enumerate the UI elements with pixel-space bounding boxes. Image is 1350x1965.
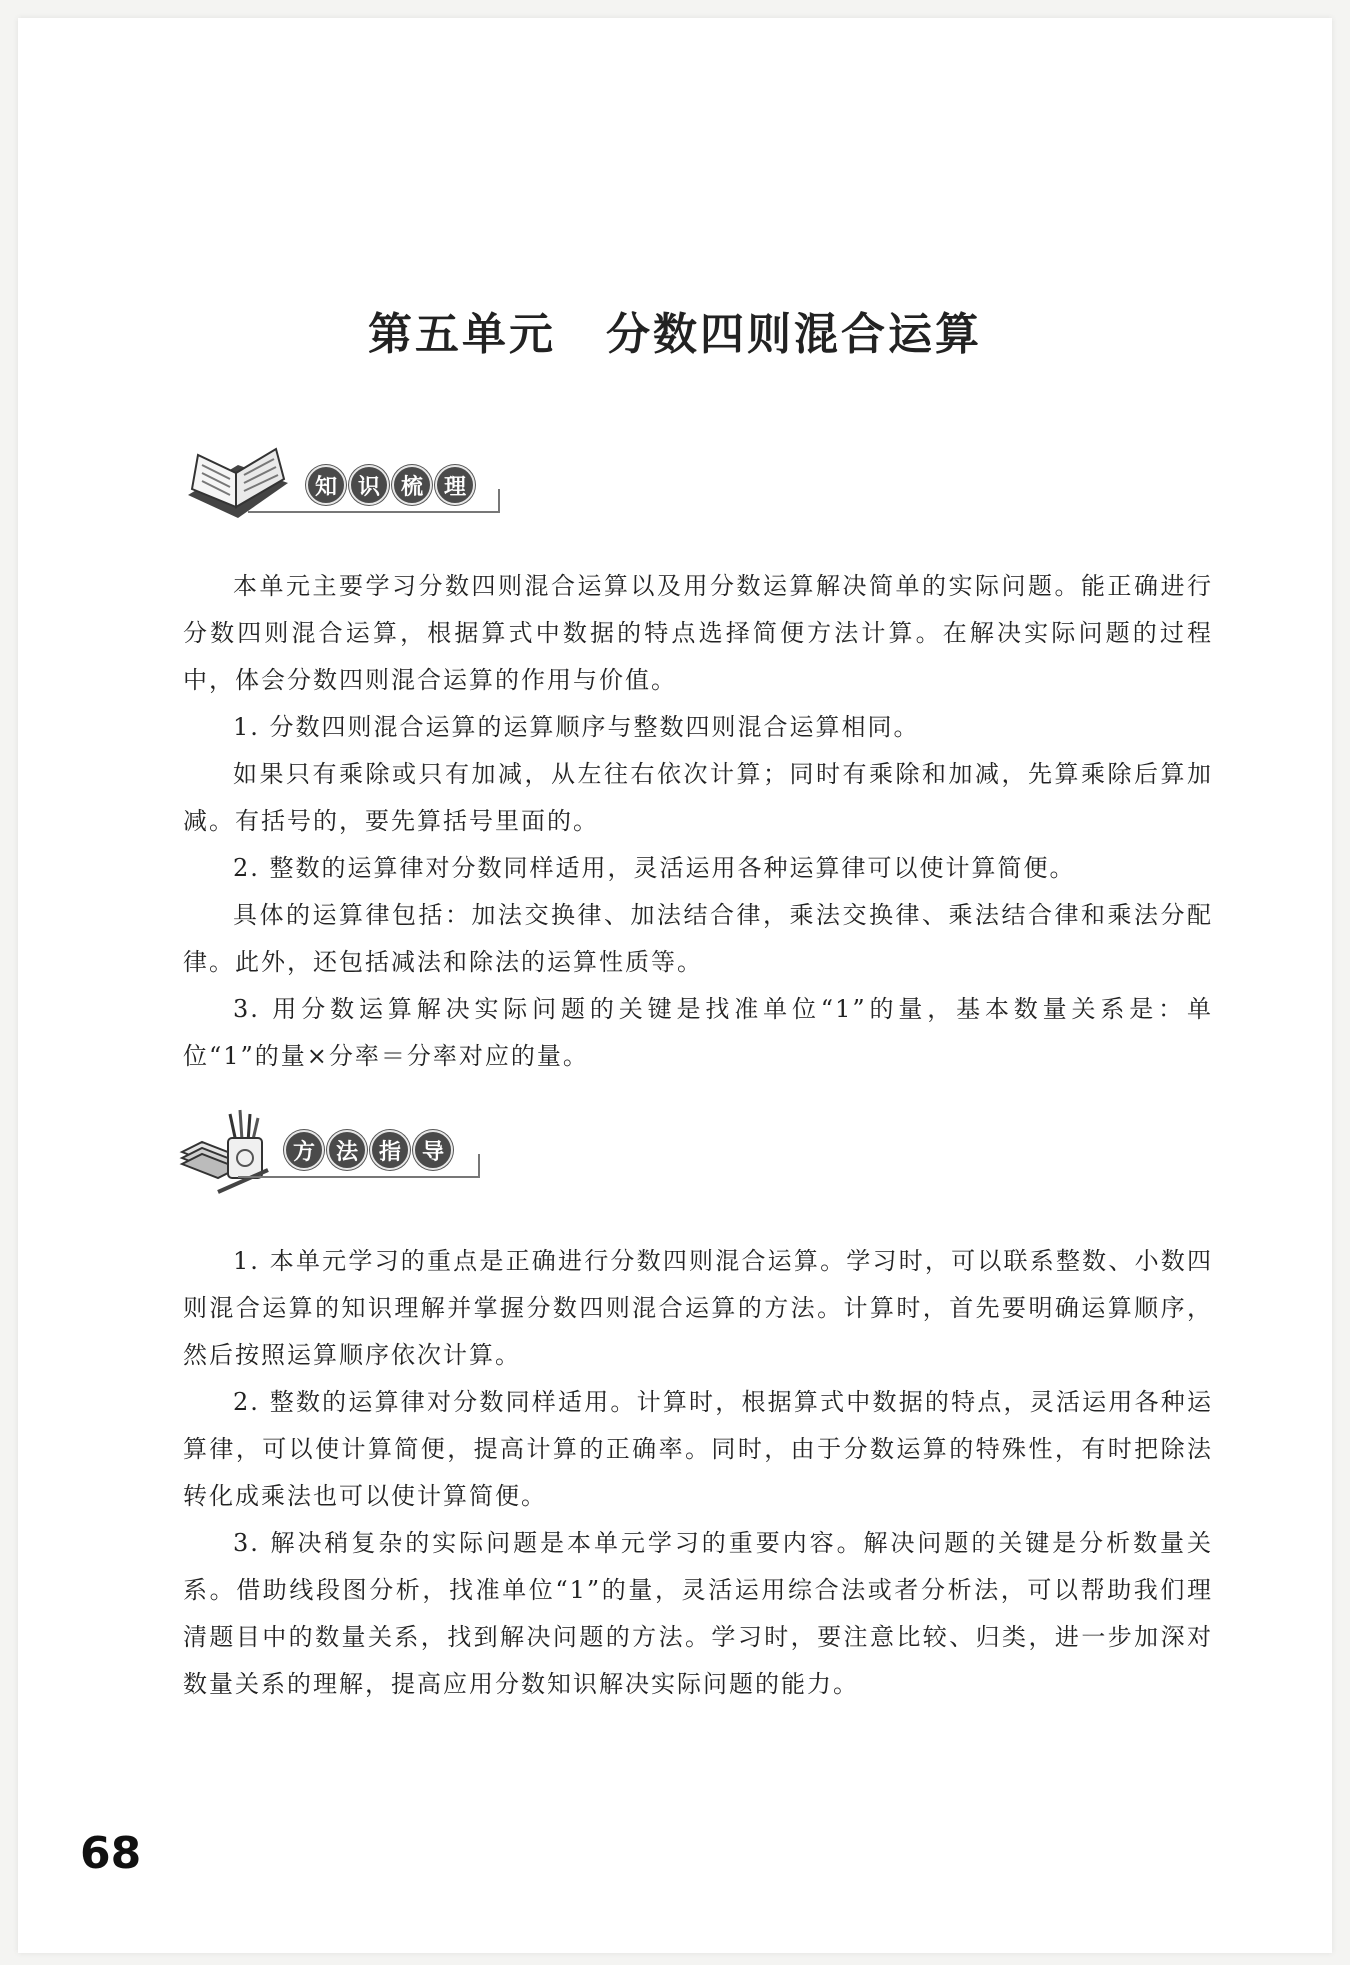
- unit-name: 分数四则混合运算: [606, 309, 982, 360]
- title-char: 导: [413, 1130, 453, 1170]
- title-char: 理: [435, 465, 475, 505]
- title-char: 识: [349, 465, 389, 505]
- section-title: [306, 465, 475, 505]
- paragraph: 2. 整数的运算律对分数同样适用，灵活运用各种运算律可以使计算简便。: [233, 854, 1076, 882]
- paragraph: 3. 用分数运算解决实际问题的关键是找准单位“1”的量，基本数量关系是：单位“1”的量×分率＝分率对应的量。: [183, 995, 1213, 1070]
- paragraph: 3. 解决稍复杂的实际问题是本单元学习的重要内容。解决问题的关键是分析数量关系。借助线段图分析，找准单位“1”的量，灵活运用综合法或者分析法，可以帮助我们理清题目中的数量关系，找到解决问题的方法。学习时，要注意比较、归类，进一步加深对数量关系的理解，提高应用分数知识解决实际问题的能力。: [183, 1529, 1213, 1698]
- paragraph: 本单元主要学习分数四则混合运算以及用分数运算解决简单的实际问题。能正确进行分数四则混合运算，根据算式中数据的特点选择简便方法计算。在解决实际问题的过程中，体会分数四则混合运算的作用与价值。: [183, 572, 1213, 694]
- unit-number: 第五单元: [368, 309, 556, 360]
- paragraph: 如果只有乘除或只有加减，从左往右依次计算；同时有乘除和加减，先算乘除后算加减。有括号的，要先算括号里面的。: [183, 760, 1213, 835]
- paragraph: 2. 整数的运算律对分数同样适用。计算时，根据算式中数据的特点，灵活运用各种运算律，可以使计算简便，提高计算的正确率。同时，由于分数运算的特殊性，有时把除法转化成乘法也可以使计算简便。: [183, 1388, 1213, 1510]
- title-char: 指: [370, 1130, 410, 1170]
- paragraph: 具体的运算律包括：加法交换律、加法结合律，乘法交换律、乘法结合律和乘法分配律。此外，还包括减法和除法的运算性质等。: [183, 901, 1213, 976]
- paragraph: 1. 分数四则混合运算的运算顺序与整数四则混合运算相同。: [233, 713, 920, 741]
- title-char: 梳: [392, 465, 432, 505]
- knowledge-text: [183, 563, 1213, 1080]
- section-title: [284, 1130, 453, 1170]
- unit-title: [18, 298, 1332, 362]
- open-book-icon: [178, 443, 298, 533]
- title-char: 法: [327, 1130, 367, 1170]
- title-char: 方: [284, 1130, 324, 1170]
- paragraph: 1. 本单元学习的重点是正确进行分数四则混合运算。学习时，可以联系整数、小数四则混合运算的知识理解并掌握分数四则混合运算的方法。计算时，首先要明确运算顺序，然后按照运算顺序依次计算。: [183, 1247, 1213, 1369]
- page: [18, 18, 1332, 1953]
- pencil-cup-icon: [178, 1108, 288, 1198]
- page-number: 68: [80, 1828, 142, 1879]
- method-text: [183, 1238, 1213, 1708]
- section-header-knowledge: [178, 443, 518, 533]
- section-header-method: [178, 1108, 498, 1198]
- title-char: 知: [306, 465, 346, 505]
